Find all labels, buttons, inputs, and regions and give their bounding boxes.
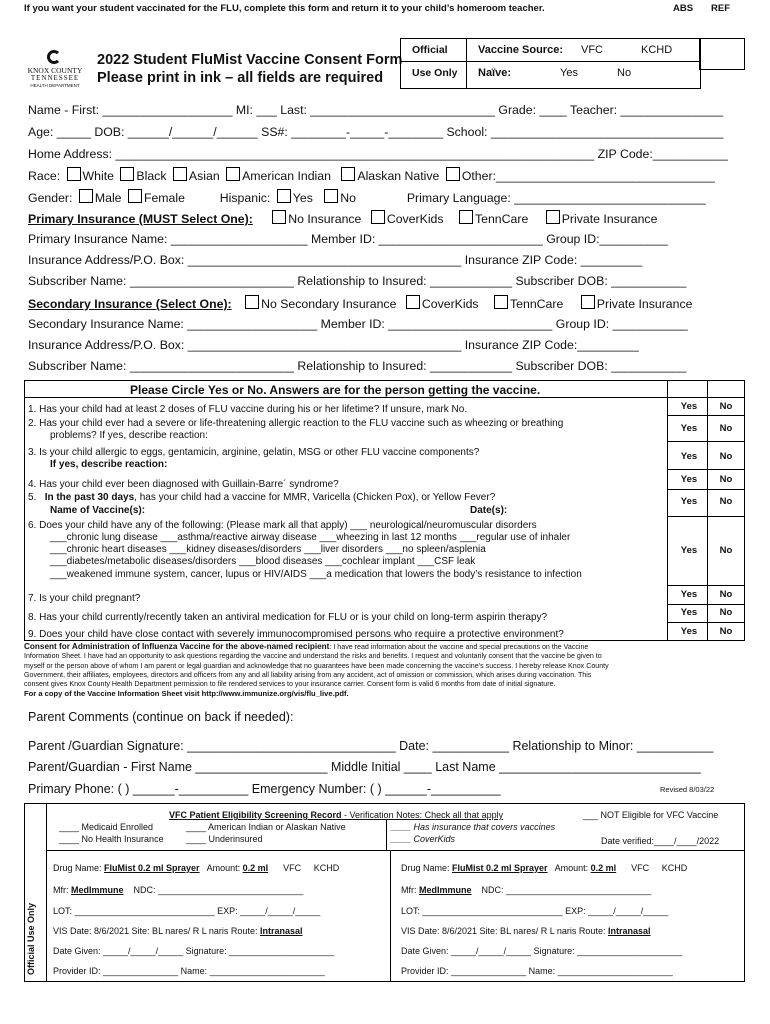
vfc-heading-rest: - Verification Notes: Check all that apply — [341, 810, 504, 820]
right-kchd[interactable]: KCHD — [661, 863, 688, 873]
q7-no[interactable]: No — [719, 589, 733, 600]
q5-number: 5. — [28, 492, 37, 503]
q2-detail: problems? If yes, describe reaction: — [50, 430, 208, 441]
hispanic-no-checkbox[interactable] — [324, 189, 338, 203]
question-9: 9. Does your child have close contact with severely immunocompromised persons who require a protective environment? — [28, 629, 564, 640]
left-kchd[interactable]: KCHD — [313, 863, 340, 873]
ref-label: REF — [711, 3, 730, 14]
has-insurance-option[interactable]: ____ Has insurance that covers vaccines — [391, 822, 556, 832]
race-alaskan-label: Alaskan Native — [357, 169, 440, 183]
hispanic-yes-checkbox[interactable] — [277, 189, 291, 203]
tenncare-checkbox[interactable] — [459, 210, 473, 224]
right-drug-label: Drug Name: — [401, 863, 450, 873]
race-american-indian-checkbox[interactable] — [226, 167, 240, 181]
q2-yes[interactable]: Yes — [680, 423, 698, 434]
question-1: 1. Has your child had at least 2 doses of FLU vaccine during his or her lifetime? If unsure, mark No. — [28, 404, 468, 415]
consent-line-4: Government, their affiliates, employees, directors and officers from any and all liability arising from any accident, act of omission or commission, which arises during vaccination. This — [24, 670, 592, 679]
primary-insurance-address-line[interactable]: Insurance Address/P.O. Box: ________________________________________ Insurance ZIP Code: _________ — [28, 253, 643, 267]
official-use-side-label: Official Use Only — [26, 902, 36, 975]
instruction-text: If you want your student vaccinated for the FLU, complete this form and return it to your child’s homeroom teacher. — [24, 3, 545, 14]
vfc-heading — [169, 810, 503, 820]
left-amount-label: Amount: — [206, 863, 241, 873]
address-line[interactable]: Home Address: ______________________________________________________________________ ZIP Code:___________ — [28, 147, 728, 161]
q5-yes[interactable]: Yes — [680, 496, 698, 507]
q7-yes[interactable]: Yes — [680, 589, 698, 600]
form-subtitle: Please print in ink – all fields are required — [97, 70, 384, 86]
logo-name: KNOX COUNTY — [27, 66, 83, 75]
american-indian-option[interactable]: ____ American Indian or Alaskan Native — [186, 822, 346, 832]
primary-insurance-label: Primary Insurance (MUST Select One): — [28, 212, 253, 226]
private-insurance-label: Private Insurance — [561, 212, 658, 226]
right-ndc[interactable]: NDC: _____________________________ — [481, 885, 652, 895]
q5-dates[interactable]: Date(s): — [470, 505, 508, 516]
gender-male-label: Male — [94, 191, 122, 205]
q5-no[interactable]: No — [719, 496, 733, 507]
logo-emblem-icon — [47, 50, 61, 64]
race-white-checkbox[interactable] — [67, 167, 81, 181]
q2-no[interactable]: No — [719, 423, 733, 434]
right-drug-row — [401, 863, 687, 873]
tenncare-label: TennCare — [474, 212, 529, 226]
secondary-tenncare-label: TennCare — [510, 297, 564, 311]
left-amount: 0.2 ml — [242, 863, 269, 873]
primary-insurance-name-line[interactable]: Primary Insurance Name: ____________________ Member ID: ________________________ Group ID:__________ — [28, 232, 668, 246]
race-row — [28, 167, 715, 183]
race-asian-checkbox[interactable] — [173, 167, 187, 181]
naive-yes: Yes — [560, 67, 578, 79]
race-other-checkbox[interactable] — [446, 167, 460, 181]
race-american-indian-label: American Indian — [242, 169, 331, 183]
question-7: 7. Is your child pregnant? — [28, 593, 141, 604]
form-title: 2022 Student FluMist Vaccine Consent Form — [97, 52, 403, 68]
right-provider[interactable]: Provider ID: _______________ Name: _______________________ — [401, 966, 673, 976]
secondary-insurance-row — [28, 295, 692, 311]
primary-insurance-row — [28, 210, 657, 226]
race-alaskan-checkbox[interactable] — [341, 167, 355, 181]
q8-yes[interactable]: Yes — [680, 607, 698, 618]
question-6-line3[interactable]: ___chronic heart diseases ___kidney diseases/disorders ___liver disorders ___no spleen/asplenia — [50, 544, 486, 555]
secondary-tenncare-checkbox[interactable] — [494, 295, 508, 309]
q6-no[interactable]: No — [719, 545, 733, 556]
knox-county-logo — [24, 50, 86, 92]
naive-label: Naïve: — [478, 67, 512, 79]
no-secondary-label: No Secondary Insurance — [261, 297, 397, 311]
q5-vaccine-names[interactable]: Name of Vaccine(s): — [50, 505, 146, 516]
race-black-label: Black — [136, 169, 167, 183]
left-mfr-row — [53, 885, 303, 895]
right-vis-date: VIS Date: 8/6/2021 Site: BL nares/ R L naris Route: — [401, 926, 606, 936]
q5-bold: In the past 30 days — [44, 492, 135, 503]
hispanic-label: Hispanic: — [219, 191, 271, 205]
no-health-insurance[interactable]: ____ No Health Insurance — [59, 834, 164, 844]
parent-comments[interactable]: Parent Comments (continue on back if needed): — [28, 710, 294, 724]
race-label: Race: — [28, 169, 61, 183]
right-vfc[interactable]: VFC — [631, 863, 650, 873]
question-6-line5[interactable]: ___weakened immune system, cancer, lupus or HIV/AIDS ___a medication that lowers the body’s resistance to infection — [50, 569, 582, 580]
question-2-line2 — [50, 430, 208, 442]
abs-ref-box — [699, 38, 745, 70]
abs-label: ABS — [673, 3, 694, 14]
parent-phone-line[interactable]: Primary Phone: ( ) ______-__________ Emergency Number: ( ) ______-__________ — [28, 782, 501, 796]
q6-yes[interactable]: Yes — [680, 545, 698, 556]
naive-no: No — [617, 67, 632, 79]
secondary-subscriber-line[interactable]: Subscriber Name: ________________________ Relationship to Insured: ____________ Subscriber DOB: ___________ — [28, 359, 687, 373]
underinsured-option[interactable]: ____ Underinsured — [186, 834, 263, 844]
q9-no[interactable]: No — [719, 626, 733, 637]
parent-signature-line[interactable]: Parent /Guardian Signature: ______________________________ Date: ___________ Relationship to Minor: ___________ — [28, 739, 714, 753]
q4-yes[interactable]: Yes — [680, 474, 698, 485]
question-6-line4[interactable]: ___diabetes/metabolic diseases/disorders ___blood diseases ___cochlear implant ___CSF leak — [50, 556, 476, 567]
consent-vis-link[interactable]: For a copy of the Vaccine Information Sheet visit http://www.immunize.org/vis/flu_live.pdf. — [24, 689, 349, 699]
coverkids-option[interactable]: ____ CoverKids — [391, 834, 456, 844]
consent-text — [24, 642, 748, 699]
q4-no[interactable]: No — [719, 474, 733, 485]
right-mfr: MedImmune — [419, 885, 472, 895]
right-drug-name: FluMist 0.2 ml Sprayer — [452, 863, 548, 873]
right-date-given[interactable]: Date Given: _____/_____/_____ Signature: _____________________ — [401, 946, 683, 956]
question-5-line1 — [28, 492, 495, 504]
consent-line-5: consent gives Knox County Health Department permission to file rendered services to your insurance carrier. Consent form is valid 6 months from date of initial signature. — [24, 680, 556, 689]
medicaid-enrolled[interactable]: ____ Medicaid Enrolled — [59, 822, 154, 832]
no-insurance-checkbox[interactable] — [272, 210, 286, 224]
coverkids-checkbox[interactable] — [371, 210, 385, 224]
q3-yes[interactable]: Yes — [680, 451, 698, 462]
primary-subscriber-line[interactable]: Subscriber Name: ________________________ Relationship to Insured: ____________ Subscriber DOB: ___________ — [28, 274, 687, 288]
date-verified[interactable]: Date verified:____/____/2022 — [601, 836, 720, 846]
q8-no[interactable]: No — [719, 607, 733, 618]
no-secondary-checkbox[interactable] — [245, 295, 259, 309]
left-vfc[interactable]: VFC — [283, 863, 302, 873]
left-drug-name: FluMist 0.2 ml Sprayer — [104, 863, 200, 873]
question-6-line1: 6. Does your child have any of the following: (Please mark all that apply) ___ neurological/neuromuscular disorders — [28, 520, 537, 531]
vaccine-source-label: Vaccine Source: — [478, 44, 563, 56]
q3-no[interactable]: No — [719, 451, 733, 462]
race-black-checkbox[interactable] — [120, 167, 134, 181]
right-amount-label: Amount: — [554, 863, 589, 873]
right-mfr-row — [401, 885, 651, 895]
secondary-private-checkbox[interactable] — [581, 295, 595, 309]
gender-row — [28, 189, 706, 205]
right-lot[interactable]: LOT: ____________________________ EXP: _____/_____/_____ — [401, 906, 669, 916]
question-8: 8. Has your child currently/recently taken an antiviral medication for FLU or is your child on long-term aspirin therapy? — [28, 612, 548, 623]
vaccine-source-kchd: KCHD — [641, 44, 673, 56]
gender-female-checkbox[interactable] — [128, 189, 142, 203]
right-amount: 0.2 ml — [590, 863, 617, 873]
race-other-label[interactable]: Other:________________________________ — [461, 169, 715, 183]
consent-line-3: myself or the person above of whom I am parent or legal guardian and acknowledge that no guarantees have been made concerning the vaccine’s success. I hereby release Knox County — [24, 661, 609, 670]
no-insurance-label: No Insurance — [288, 212, 362, 226]
q1-yes[interactable]: Yes — [680, 401, 698, 412]
question-3-line2: If yes, describe reaction: — [50, 459, 168, 470]
parent-name-line[interactable]: Parent/Guardian - First Name ___________________ Middle Initial ____ Last Name _____________________________ — [28, 760, 701, 774]
left-vis-date: VIS Date: 8/6/2021 Site: BL nares/ R L naris Route: — [53, 926, 258, 936]
use-only-label: Use Only — [412, 67, 458, 79]
q1-no[interactable]: No — [719, 401, 733, 412]
age-line[interactable]: Age: _____ DOB: ______/______/______ SS#: ________-_____-________ School: __________________________________ — [28, 125, 724, 139]
vaccine-source-vfc: VFC — [581, 44, 603, 56]
official-label: Official — [412, 44, 448, 56]
secondary-coverkids-checkbox[interactable] — [406, 295, 420, 309]
left-mfr-label: Mfr: — [53, 885, 69, 895]
revised-date: Revised 8/03/22 — [660, 785, 715, 794]
primary-language-field[interactable]: Primary Language: ____________________________ — [406, 191, 706, 205]
left-ndc[interactable]: NDC: _____________________________ — [133, 885, 304, 895]
question-6-line2[interactable]: ___chronic lung disease ___asthma/reactive airway disease ___wheezing in last 12 months ___regular use of inhaler — [50, 532, 571, 543]
left-route: Intranasal — [259, 926, 303, 936]
hispanic-no-label: No — [340, 191, 357, 205]
right-vis-row — [401, 926, 651, 936]
left-vis-row — [53, 926, 303, 936]
secondary-private-label: Private Insurance — [596, 297, 693, 311]
gender-female-label: Female — [143, 191, 185, 205]
secondary-insurance-name-line[interactable]: Secondary Insurance Name: ___________________ Member ID: ________________________ Group ID: ___________ — [28, 317, 688, 331]
secondary-insurance-label: Secondary Insurance (Select One): — [28, 297, 232, 311]
left-lot[interactable]: LOT: ____________________________ EXP: _____/_____/_____ — [53, 906, 321, 916]
consent-heading: Consent for Administration of Influenza Vaccine for the above-named recipient — [24, 642, 330, 651]
consent-line-2: Information Sheet. I have had an opportunity to ask questions regarding the vaccine and understand the risks and benefits. I request and voluntarily consent that the vaccine be given to — [24, 652, 602, 661]
left-drug-row — [53, 863, 339, 873]
question-4: 4. Has your child ever been diagnosed with Guillain-Barre´ syndrome? — [28, 479, 339, 490]
left-date-given[interactable]: Date Given: _____/_____/_____ Signature: _____________________ — [53, 946, 335, 956]
q5-rest: , has your child had a vaccine for MMR, Varicella (Chicken Pox), or Yellow Fever? — [134, 492, 496, 503]
right-mfr-label: Mfr: — [401, 885, 417, 895]
race-white-label: White — [82, 169, 114, 183]
private-insurance-checkbox[interactable] — [546, 210, 560, 224]
left-drug-label: Drug Name: — [53, 863, 102, 873]
question-3-line1: 3. Is your child allergic to eggs, gentamicin, arginine, gelatin, MSG or other FLU vaccine components? — [28, 447, 480, 458]
hispanic-yes-label: Yes — [292, 191, 313, 205]
race-asian-label: Asian — [188, 169, 220, 183]
q9-yes[interactable]: Yes — [680, 626, 698, 637]
secondary-coverkids-label: CoverKids — [421, 297, 479, 311]
right-route: Intranasal — [607, 926, 651, 936]
consent-line-1: : I have read information about the vaccine and special precautions on the Vaccine — [329, 643, 589, 651]
gender-label: Gender: — [28, 191, 73, 205]
gender-male-checkbox[interactable] — [79, 189, 93, 203]
not-eligible[interactable]: ___ NOT Eligible for VFC Vaccine — [583, 810, 719, 820]
questions-heading: Please Circle Yes or No. Answers are for the person getting the vaccine. — [130, 383, 541, 397]
left-provider[interactable]: Provider ID: _______________ Name: _______________________ — [53, 966, 325, 976]
vfc-heading-bold: VFC Patient Eligibility Screening Record — [169, 810, 342, 820]
secondary-insurance-address-line[interactable]: Insurance Address/P.O. Box: ________________________________________ Insurance ZIP Code:_________ — [28, 338, 639, 352]
name-line[interactable]: Name - First: ___________________ MI: ___ Last: ___________________________ Grade: ____ Teacher: _______________ — [28, 103, 724, 117]
left-mfr: MedImmune — [71, 885, 124, 895]
coverkids-label: CoverKids — [386, 212, 444, 226]
logo-state: TENNESSEE — [30, 74, 80, 82]
logo-sub: HEALTH DEPARTMENT — [30, 83, 80, 88]
question-2-line1: 2. Has your child ever had a severe or life-threatening allergic reaction to the FLU vaccine such as wheezing or breathing — [28, 418, 564, 429]
